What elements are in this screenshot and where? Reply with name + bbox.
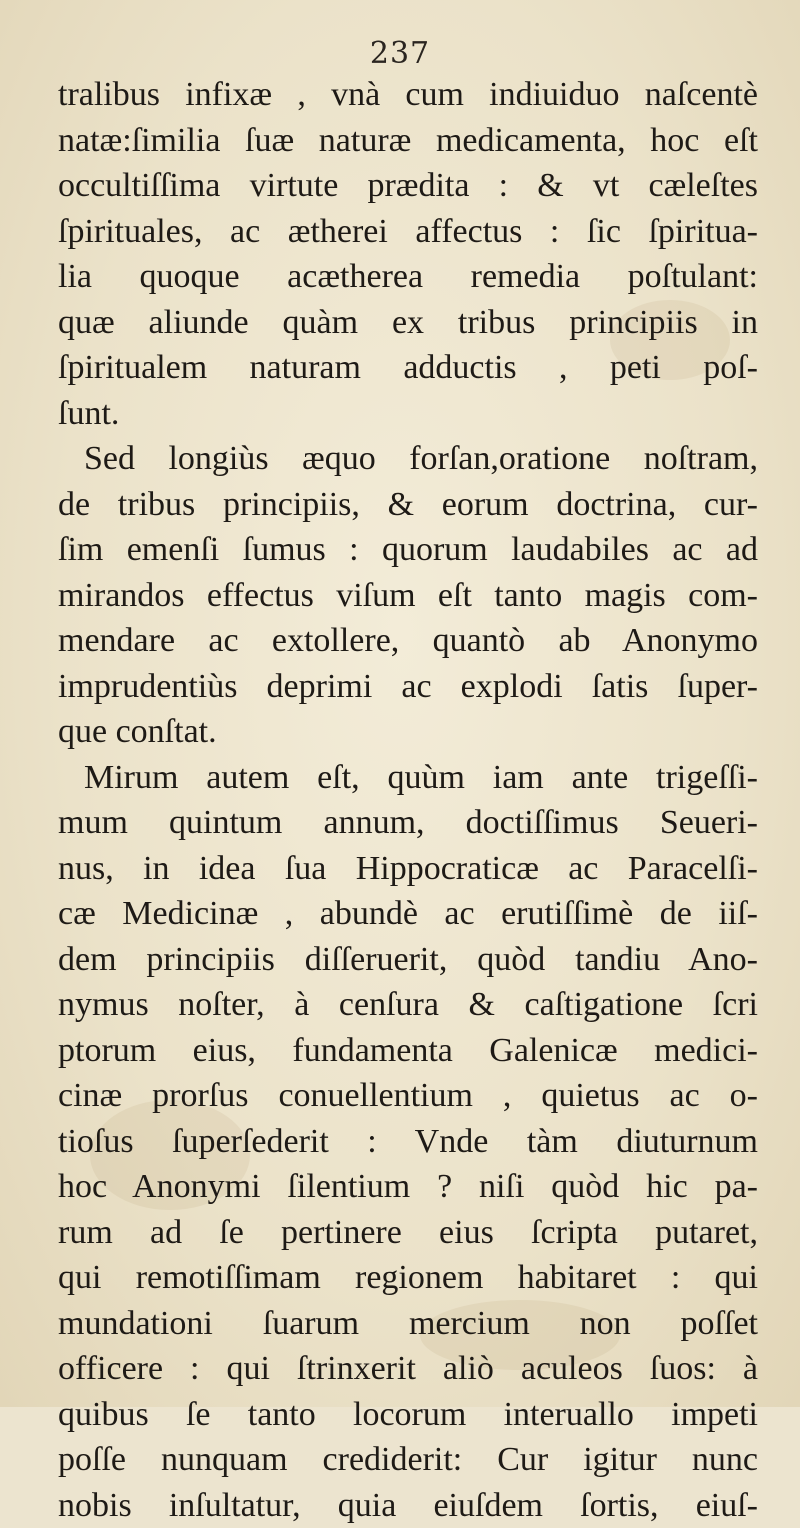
text-line: ſunt. (58, 391, 758, 437)
text-line: mundationi ſuarum mercium non poſſet (58, 1301, 758, 1347)
text-line: quibus ſe tanto locorum interuallo impeti (58, 1392, 758, 1438)
text-line: de tribus principiis, & eorum doctrina, cur- (58, 482, 758, 528)
text-line: ptorum eius, fundamenta Galenicæ medici- (58, 1028, 758, 1074)
body-text (58, 72, 758, 1528)
text-line: imprudentiùs deprimi ac explodi ſatis ſuper- (58, 664, 758, 710)
text-line: tioſus ſuperſederit : Vnde tàm diuturnum (58, 1119, 758, 1165)
text-line: mendare ac extollere, quantò ab Anonymo (58, 618, 758, 664)
text-line: occultiſſima virtute prædita : & vt cæleſtes (58, 163, 758, 209)
text-line: qui remotiſſimam regionem habitaret : qui (58, 1255, 758, 1301)
text-line: quæ aliunde quàm ex tribus principiis in (58, 300, 758, 346)
text-line: mirandos effectus viſum eſt tanto magis com- (58, 573, 758, 619)
text-line: poſſe nunquam crediderit: Cur igitur nunc (58, 1437, 758, 1483)
text-line: ſim emenſi ſumus : quorum laudabiles ac ad (58, 527, 758, 573)
text-line: ſpiritualem naturam adductis , peti poſ- (58, 345, 758, 391)
text-line: mum quintum annum, doctiſſimus Seueri- (58, 800, 758, 846)
text-line: nus, in idea ſua Hippocraticæ ac Paracelſi- (58, 846, 758, 892)
text-line: cæ Medicinæ , abundè ac erutiſſimè de iiſ- (58, 891, 758, 937)
text-line: hoc Anonymi ſilentium ? niſi quòd hic pa- (58, 1164, 758, 1210)
text-line: ſpirituales, ac ætherei affectus : ſic ſpiritua- (58, 209, 758, 255)
text-line: nymus noſter, à cenſura & caſtigatione ſcri (58, 982, 758, 1028)
text-line: cinæ prorſus conuellentium , quietus ac o- (58, 1073, 758, 1119)
text-line: nobis inſultatur, quia eiuſdem ſortis, eiuſ- (58, 1483, 758, 1528)
text-line: natæ:ſimilia ſuæ naturæ medicamenta, hoc eſt (58, 118, 758, 164)
text-line: dem principiis diſſeruerit, quòd tandiu Ano- (58, 937, 758, 983)
text-line: officere : qui ſtrinxerit aliò aculeos ſuos: à (58, 1346, 758, 1392)
text-line: rum ad ſe pertinere eius ſcripta putaret, (58, 1210, 758, 1256)
text-line: tralibus infixæ , vnà cum indiuiduo naſcentè (58, 72, 758, 118)
page-number: 237 (0, 36, 800, 71)
paragraph-start-line: Sed longiùs æquo forſan,oratione noſtram, (58, 436, 758, 482)
text-line: que conſtat. (58, 709, 758, 755)
text-line: lia quoque acætherea remedia poſtulant: (58, 254, 758, 300)
paragraph-start-line: Mirum autem eſt, quùm iam ante trigeſſi- (58, 755, 758, 801)
